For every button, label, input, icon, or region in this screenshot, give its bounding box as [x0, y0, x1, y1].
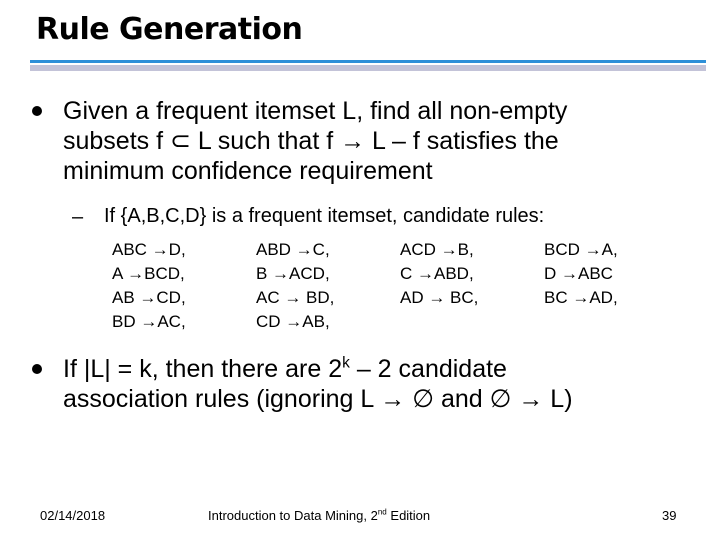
rules-column-3: [400, 238, 478, 310]
rule-item: D →ABC: [544, 264, 613, 283]
rule-item: ACD →B,: [400, 240, 474, 259]
bullet-2-text: [63, 354, 703, 414]
bullet-1-line-3: minimum confidence requirement: [63, 157, 433, 185]
footer-date: 02/14/2018: [40, 508, 106, 523]
bullet-2-line-1-post: – 2 candidate: [349, 355, 507, 383]
bullet-marker-1: [32, 106, 42, 116]
rule-item: BD →AC,: [112, 312, 186, 331]
bullet-1-line-2: subsets f ⊂ L such that f → L – f satisfies the: [63, 127, 559, 155]
footer-course-ordinal: nd: [377, 507, 387, 517]
rules-column-4: [544, 238, 618, 310]
footer-course-post: Edition: [386, 508, 431, 523]
rule-item: ABD →C,: [256, 240, 330, 259]
bullet-2-line-2: association rules (ignoring L → ∅ and ∅ → L): [63, 385, 573, 413]
rule-item: A →BCD,: [112, 264, 185, 283]
page-number: 39: [662, 508, 677, 523]
footer-course-pre: Introduction to Data Mining, 2: [208, 508, 378, 523]
sub-bullet-dash: –: [72, 206, 84, 228]
sub-bullet-text: If {A,B,C,D} is a frequent itemset, candidate rules:: [104, 205, 545, 227]
rule-item: BC →AD,: [544, 288, 618, 307]
rule-item: ABC →D,: [112, 240, 186, 259]
rule-item: AB →CD,: [112, 288, 186, 307]
rule-item: AD → BC,: [400, 288, 479, 307]
rules-column-2: [256, 238, 334, 334]
rules-column-1: [112, 238, 186, 334]
rule-item: CD →AB,: [256, 312, 330, 331]
bullet-marker-2: [32, 364, 42, 374]
rule-item: AC → BD,: [256, 288, 335, 307]
slide-title: Rule Generation: [36, 12, 303, 47]
bullet-2-line-1: [63, 354, 703, 384]
bullet-1-text: [63, 96, 703, 186]
title-divider-bottom: [30, 65, 706, 71]
bullet-2-line-1-pre: If |L| = k, then there are 2: [63, 355, 343, 383]
rule-item: B →ACD,: [256, 264, 330, 283]
rule-item: C →ABD,: [400, 264, 474, 283]
bullet-1-line-1: Given a frequent itemset L, find all non-empty: [63, 97, 568, 125]
rule-item: BCD →A,: [544, 240, 618, 259]
footer-course: [208, 508, 430, 523]
title-divider-top: [30, 60, 706, 63]
bullet-2-exponent: k: [342, 354, 350, 372]
